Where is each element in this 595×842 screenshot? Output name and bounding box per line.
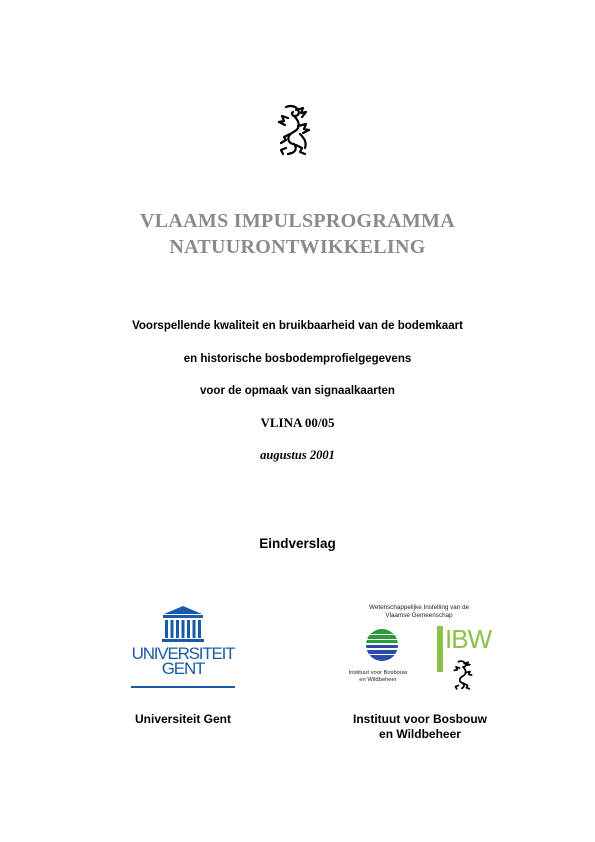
ibw-logo-top-text	[348, 604, 490, 619]
ibw-green-bar	[437, 626, 443, 672]
report-subtitle-line2: en historische bosbodemprofielgegevens	[183, 353, 412, 365]
ibw-bottom-line2: en Wildbeheer	[359, 677, 397, 683]
report-code: VLINA 00/05	[260, 415, 335, 430]
ibw-top-line2: Vlaamse Gemeenschap	[385, 611, 453, 619]
program-title	[0, 208, 595, 260]
striped-globe-icon	[364, 626, 400, 664]
ugent-logo-line2: GENT	[161, 659, 205, 678]
report-type: Eindverslag	[259, 536, 336, 551]
program-title-line2: NATUURONTWIKKELING	[169, 236, 426, 258]
ibw-caption	[330, 712, 510, 742]
report-date: augustus 2001	[260, 448, 335, 462]
ibw-caption-line1: Instituut voor Bosbouw	[353, 712, 487, 726]
flemish-lion-icon	[276, 104, 312, 156]
ibw-letters: IBW	[445, 624, 492, 654]
ibw-logo-bottom-text	[348, 670, 408, 684]
program-title-line1: VLAAMS IMPULSPROGRAMMA	[140, 210, 455, 232]
ibw-logo	[348, 604, 490, 692]
ibw-caption-line2: en Wildbeheer	[379, 727, 461, 741]
report-subtitle-line3: voor de opmaak van signaalkaarten	[200, 385, 395, 397]
report-subtitle-line1: Voorspellende kwaliteit en bruikbaarheid van de bodemkaart	[132, 320, 463, 332]
ugent-logo-rule	[131, 686, 235, 688]
flemish-lion-icon	[452, 660, 474, 690]
ibw-bottom-line1: Instituut voor Bosbouw	[348, 670, 408, 676]
ugent-caption: Universiteit Gent	[134, 712, 232, 726]
ugent-logo-line1: UNIVERSITEIT	[131, 644, 235, 663]
ibw-top-line1: Wetenschappelijke Instelling van de	[369, 604, 469, 611]
